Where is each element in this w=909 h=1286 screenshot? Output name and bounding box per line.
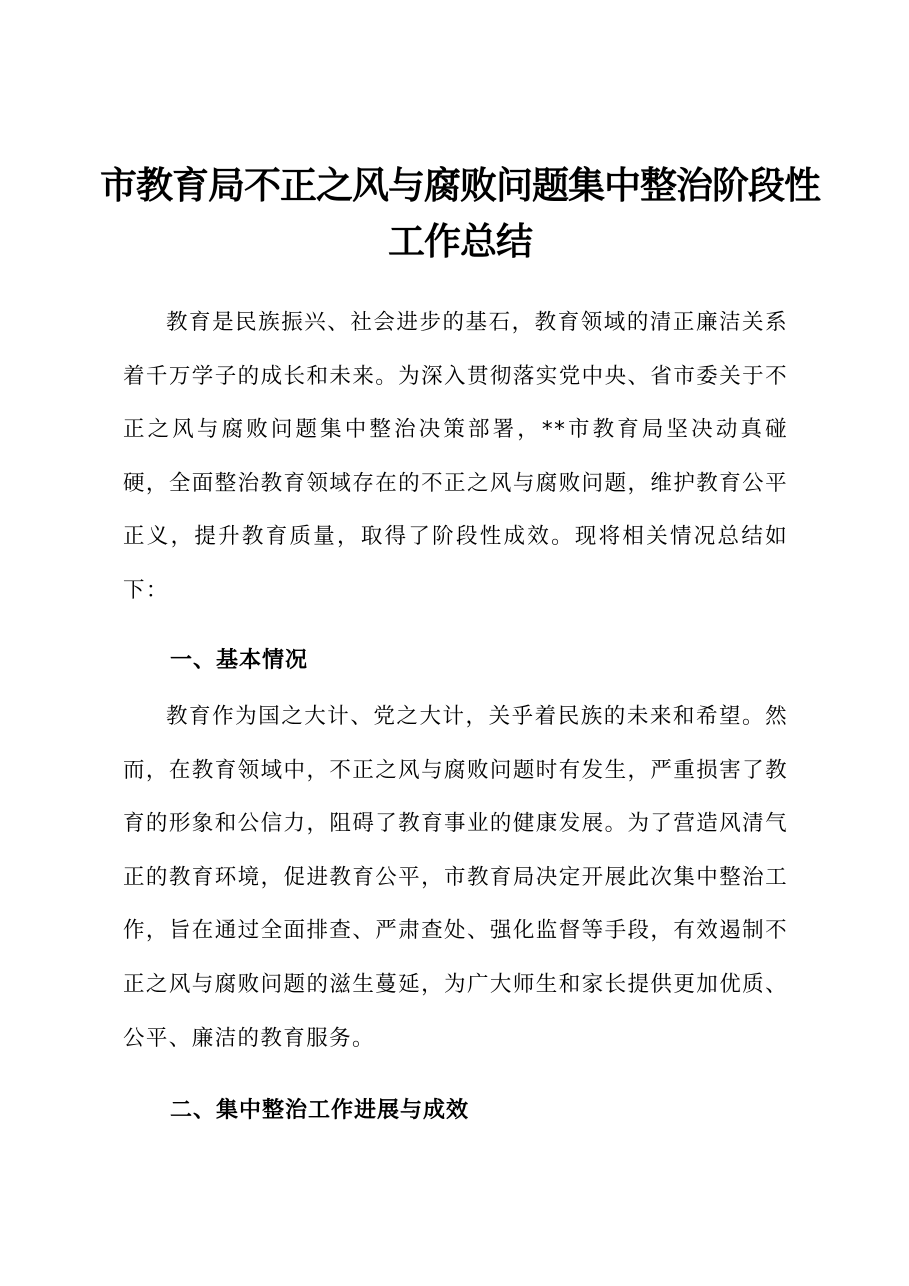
section-heading-progress: 二、集中整治工作进展与成效 bbox=[170, 1098, 470, 1123]
intro-paragraph: 教育是民族振兴、社会进步的基石，教育领域的清正廉洁关系着千万学子的成长和未来。为深入贯彻落实党中央、省市委关于不正之风与腐败问题集中整治决策部署，**市教育局坚决动真碰硬，全面整治教育领域存在的不正之风与腐败问题，维护教育公平正义，提升教育质量，取得了阶段性成效。现将相关情况总结如下： bbox=[123, 310, 788, 603]
document-title bbox=[100, 157, 820, 269]
section-heading-basic-situation: 一、基本情况 bbox=[170, 648, 309, 673]
basic-situation-paragraph: 教育作为国之大计、党之大计，关乎着民族的未来和希望。然而，在教育领域中，不正之风与腐败问题时有发生，严重损害了教育的形象和公信力，阻碍了教育事业的健康发展。为了营造风清气正的教育环境，促进教育公平，市教育局决定开展此次集中整治工作，旨在通过全面排查、严肃查处、强化监督等手段，有效遏制不正之风与腐败问题的滋生蔓延，为广大师生和家长提供更加优质、公平、廉洁的教育服务。 bbox=[123, 704, 788, 1051]
title-line-2: 工作总结 bbox=[388, 219, 532, 263]
title-line-1: 市教育局不正之风与腐败问题集中整治阶段性 bbox=[100, 163, 820, 207]
